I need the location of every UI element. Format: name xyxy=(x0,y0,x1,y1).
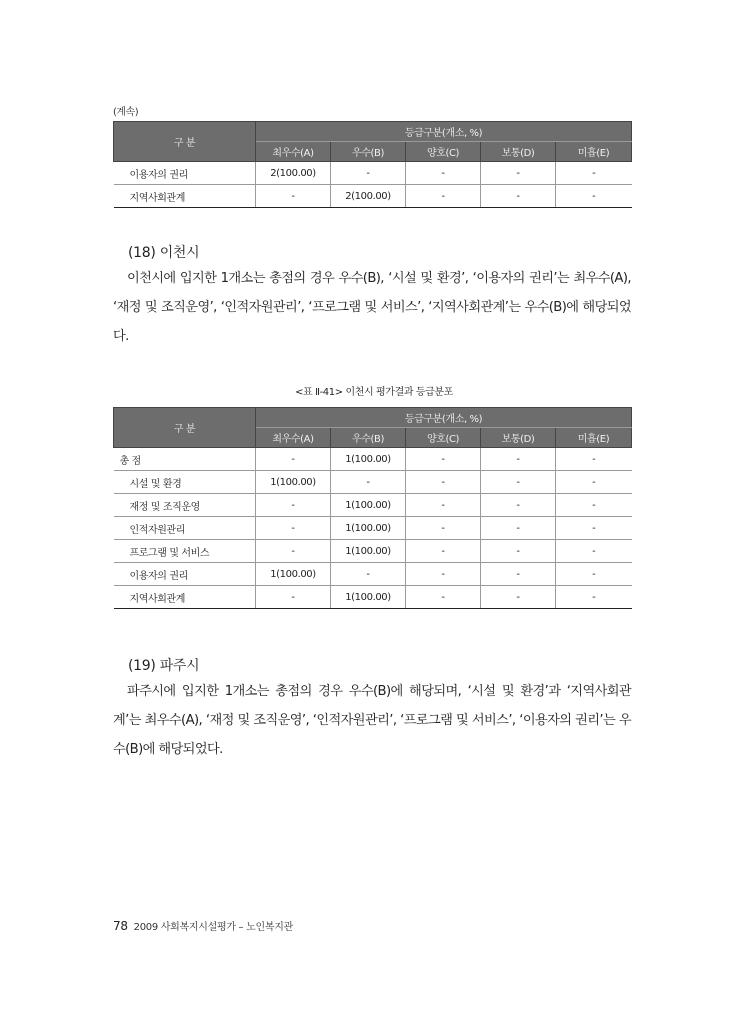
header-category: 구 분 xyxy=(114,122,256,162)
cell: 1(100.00) xyxy=(331,517,406,540)
cell: 1(100.00) xyxy=(331,586,406,609)
cell: - xyxy=(556,540,632,563)
cell: 2(100.00) xyxy=(331,185,406,208)
cell: - xyxy=(256,185,331,208)
cell: - xyxy=(256,586,331,609)
cell: - xyxy=(406,448,481,471)
section-19-title: (19) 파주시 xyxy=(128,658,200,674)
cell: - xyxy=(556,448,632,471)
section-18-paragraph xyxy=(113,264,631,351)
cell: - xyxy=(556,563,632,586)
section-19-text: 파주시에 입지한 1개소는 총점의 경우 우수(B)에 해당되며, ‘시설 및 환경’과 ‘지역사회관계’는 최우수(A), ‘재정 및 조직운영’, ‘인적자원관리’, ‘프로그램 및 서비스’, ‘이용자의 권리’는 우수(B)에 해당되었다. xyxy=(113,684,631,757)
section-19-paragraph xyxy=(113,677,631,764)
row-label: 이용자의 권리 xyxy=(114,563,256,586)
table-row xyxy=(114,586,632,609)
header-grade-d: 보통(D) xyxy=(481,142,556,162)
row-label: 시설 및 환경 xyxy=(114,471,256,494)
table-row xyxy=(114,471,632,494)
cell: - xyxy=(556,517,632,540)
cell: - xyxy=(406,563,481,586)
continued-label: (계속) xyxy=(113,107,139,118)
table-row xyxy=(114,162,632,185)
cell: - xyxy=(256,494,331,517)
cell: - xyxy=(406,162,481,185)
cell: 2(100.00) xyxy=(256,162,331,185)
cell: - xyxy=(556,494,632,517)
cell: - xyxy=(406,540,481,563)
row-label: 프로그램 및 서비스 xyxy=(114,540,256,563)
cell: - xyxy=(256,540,331,563)
cell: - xyxy=(256,448,331,471)
cell: 1(100.00) xyxy=(331,494,406,517)
row-label: 재정 및 조직운영 xyxy=(114,494,256,517)
cell: - xyxy=(481,494,556,517)
table-row xyxy=(114,517,632,540)
cell: - xyxy=(481,540,556,563)
row-label: 총 점 xyxy=(114,448,256,471)
row-label: 인적자원관리 xyxy=(114,517,256,540)
cell: - xyxy=(256,517,331,540)
cell: - xyxy=(481,517,556,540)
header-grade-group: 등급구분(개소, %) xyxy=(256,122,632,142)
header-grade-c: 양호(C) xyxy=(406,142,481,162)
cell: - xyxy=(481,162,556,185)
cell: - xyxy=(481,448,556,471)
cell: - xyxy=(556,586,632,609)
table-row xyxy=(114,540,632,563)
cell: 1(100.00) xyxy=(331,448,406,471)
cell: - xyxy=(406,494,481,517)
cell: - xyxy=(481,185,556,208)
header-grade-a: 최우수(A) xyxy=(256,142,331,162)
section-18-title: (18) 이천시 xyxy=(128,245,200,261)
header-category: 구 분 xyxy=(114,408,256,448)
header-grade-c: 양호(C) xyxy=(406,428,481,448)
cell: - xyxy=(331,563,406,586)
header-grade-e: 미흡(E) xyxy=(556,142,632,162)
cell: - xyxy=(406,517,481,540)
page-number: 78 xyxy=(113,919,128,933)
header-grade-b: 우수(B) xyxy=(331,428,406,448)
header-grade-d: 보통(D) xyxy=(481,428,556,448)
cell: - xyxy=(481,471,556,494)
cell: - xyxy=(406,471,481,494)
table-row xyxy=(114,494,632,517)
cell: - xyxy=(481,586,556,609)
grade-table-continued xyxy=(113,121,632,208)
cell: 1(100.00) xyxy=(256,563,331,586)
row-label: 지역사회관계 xyxy=(114,185,256,208)
row-label: 지역사회관계 xyxy=(114,586,256,609)
grade-table-icheon xyxy=(113,407,632,609)
page-footer xyxy=(113,918,293,933)
cell: - xyxy=(331,471,406,494)
header-grade-e: 미흡(E) xyxy=(556,428,632,448)
header-grade-b: 우수(B) xyxy=(331,142,406,162)
header-grade-a: 최우수(A) xyxy=(256,428,331,448)
row-label: 이용자의 권리 xyxy=(114,162,256,185)
cell: - xyxy=(481,563,556,586)
header-grade-group: 등급구분(개소, %) xyxy=(256,408,632,428)
cell: - xyxy=(556,471,632,494)
table-row xyxy=(114,563,632,586)
footer-text: 2009 사회복지시설평가 – 노인복지관 xyxy=(133,922,293,933)
cell: - xyxy=(556,162,632,185)
section-18-text: 이천시에 입지한 1개소는 총점의 경우 우수(B), ‘시설 및 환경’, ‘이용자의 권리’는 최우수(A), ‘재정 및 조직운영’, ‘인적자원관리’, ‘프로그램 및 서비스’, ‘지역사회관계’는 우수(B)에 해당되었다. xyxy=(113,271,631,344)
table-row xyxy=(114,448,632,471)
cell: 1(100.00) xyxy=(256,471,331,494)
cell: - xyxy=(406,586,481,609)
cell: 1(100.00) xyxy=(331,540,406,563)
cell: - xyxy=(331,162,406,185)
table-caption: <표 Ⅱ-41> 이천시 평가결과 등급분포 xyxy=(295,387,453,398)
table-row xyxy=(114,185,632,208)
cell: - xyxy=(556,185,632,208)
cell: - xyxy=(406,185,481,208)
